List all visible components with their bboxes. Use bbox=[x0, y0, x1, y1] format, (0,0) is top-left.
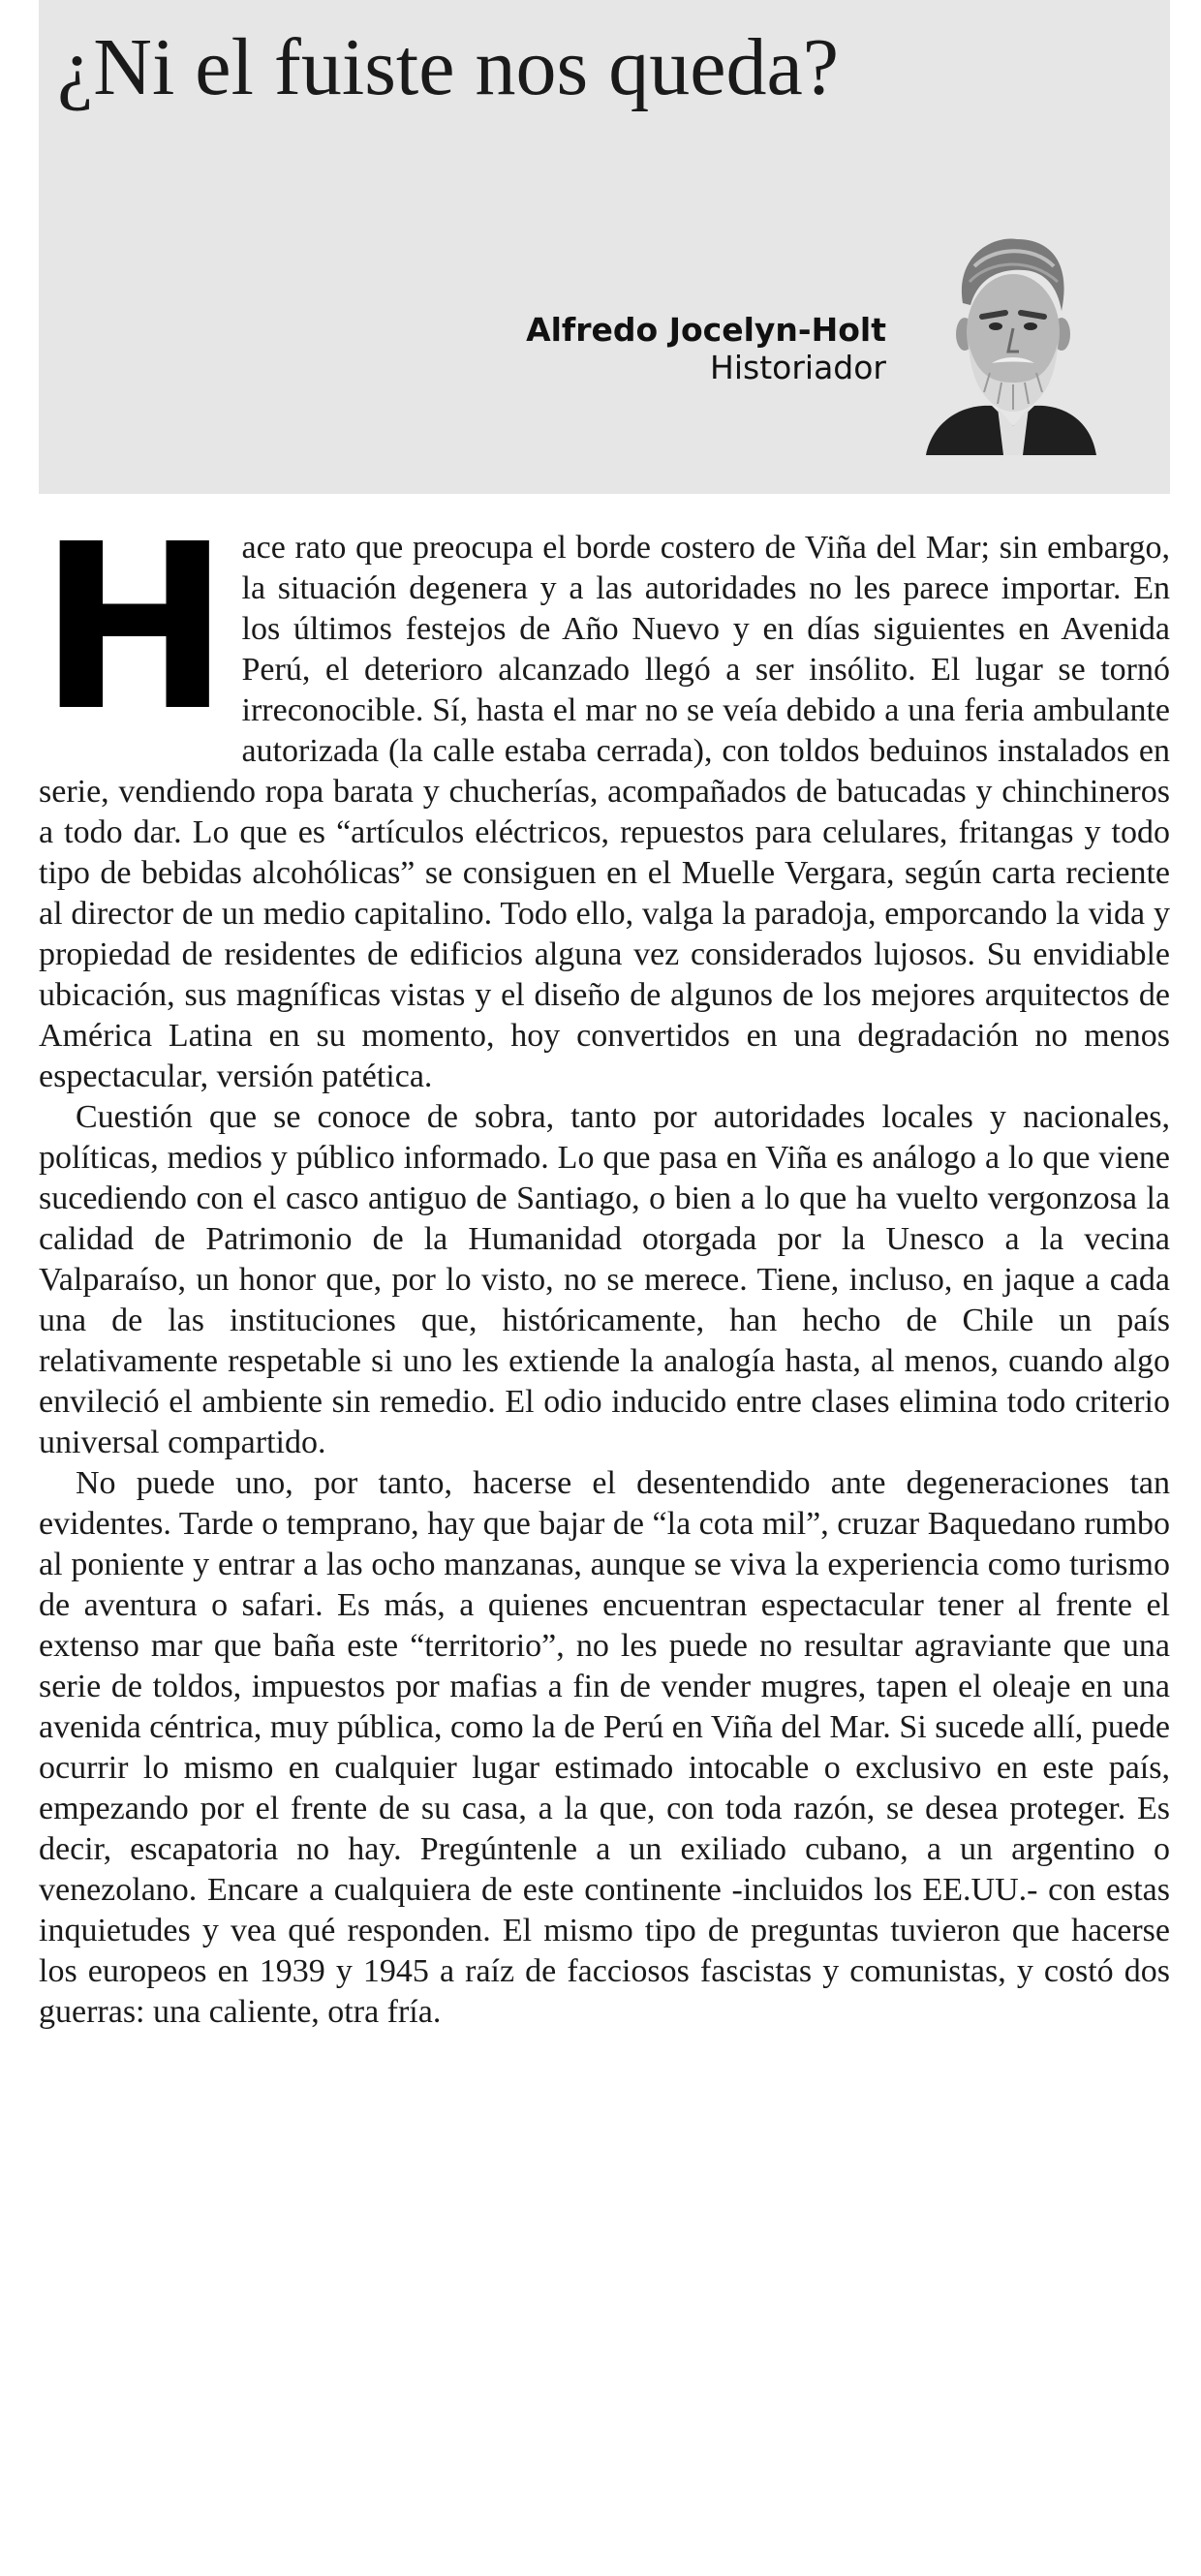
author-name: Alfredo Jocelyn-Holt bbox=[526, 311, 886, 349]
paragraph-1-text: ace rato que preocupa el borde costero de Viña del Mar; sin embargo, la situación degenera y a las autoridades no les parece importar. En los últimos festejos de Año Nuevo y en días siguientes en Avenida Perú, el deterioro alcanzado llegó a ser insólito. El lugar se tornó irreconocible. Sí, hasta el mar no se veía debido a una feria ambulante autorizada (la calle estaba cerrada), con toldos beduinos instalados en serie, vendiendo ropa barata y chucherías, acompañados de batucadas y chinchineros a todo dar. Lo que es “artículos eléctricos, repuestos para celulares, fritangas y todo tipo de bebidas alcohólicas” se consiguen en el Muelle Vergara, según carta reciente al director de un medio capitalino. Todo ello, valga la paradoja, emporcando la vida y propiedad de residentes de edificios alguna vez considerados lujosos. Su envidiable ubicación, sus magníficas vistas y el diseño de algunos de los mejores arquitectos de América Latina en su momento, hoy convertidos en una degradación no menos espectacular, versión patética. bbox=[39, 530, 1170, 1094]
author-role: Historiador bbox=[710, 348, 886, 386]
author-portrait bbox=[916, 228, 1100, 455]
paragraph-3: No puede uno, por tanto, hacerse el desentendido ante degeneraciones tan evidentes. Tarde o temprano, hay que bajar de “la cota mil”, cruzar Baquedano rumbo al poniente y entrar a las ocho manzanas, aunque se viva la experiencia como turismo de aventura o safari. Es más, a quienes encuentran espectacular tener al frente el extenso mar que baña este “territorio”, no les puede no resultar agraviante que una serie de toldos, impuestos por mafias a fin de vender mugres, tapen el oleaje en una avenida céntrica, muy pública, como la de Perú en Viña del Mar. Si sucede allí, puede ocurrir lo mismo en cualquier lugar estimado intocable o exclusivo en este país, empezando por el frente de su casa, a la que, con toda razón, se desea proteger. Es decir, escapatoria no hay. Pregúntenle a un exiliado cubano, a un argentino o venezolano. Encare a cualquiera de este continente -incluidos los EE.UU.- con estas inquietudes y vea qué responden. El mismo tipo de preguntas tuvieron que hacerse los europeos en 1939 y 1945 a raíz de facciosos fascistas y comunistas, y costó dos guerras: una caliente, otra fría. bbox=[39, 1465, 1170, 2030]
paragraph-2: Cuestión que se conoce de sobra, tanto por autoridades locales y nacionales, políticas, medios y público informado. Lo que pasa en Viña es análogo a lo que viene sucediendo con el casco antiguo de Santiago, o bien a lo que ha vuelto vergonzosa la calidad de Patrimonio de la Humanidad otorgada por la Unesco a la vecina Valparaíso, un honor que, por lo visto, no se merece. Tiene, incluso, en jaque a cada una de las instituciones que, históricamente, han hecho de Chile un país relativamente respetable si uno les extiende la analogía hasta, al menos, cuando algo envileció el ambiente sin remedio. El odio inducido entre clases elimina todo criterio universal compartido. bbox=[39, 1099, 1170, 1460]
article-body bbox=[39, 495, 1170, 2033]
drop-cap: H bbox=[39, 495, 231, 761]
headline: ¿Ni el fuiste nos queda? bbox=[57, 22, 840, 112]
paragraph-1 bbox=[39, 495, 1170, 1097]
byline bbox=[526, 312, 886, 387]
